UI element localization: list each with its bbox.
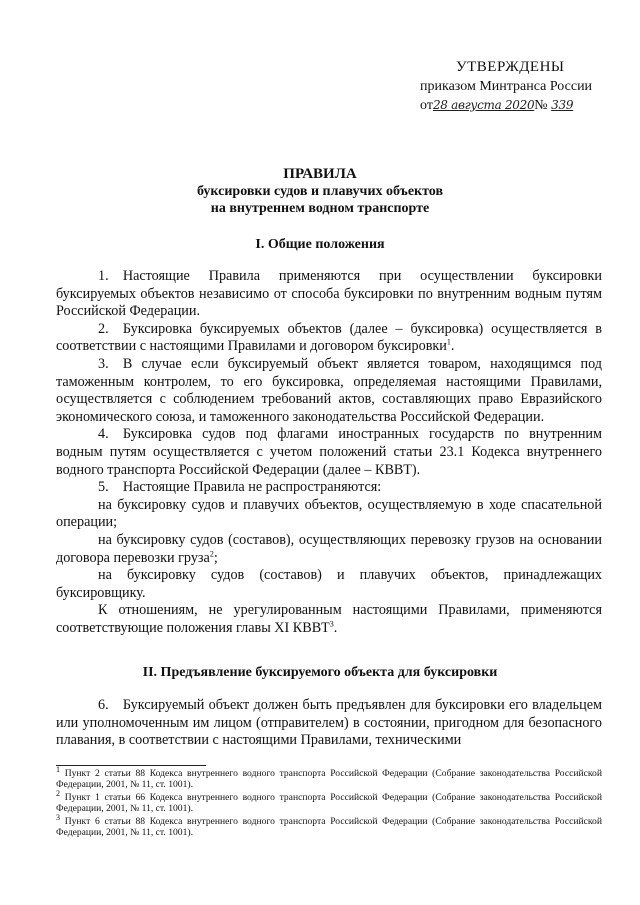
footnote-2 [56,788,602,815]
footnotes [56,764,602,839]
paragraph-6: 6. Буксируемый объект должен быть предъявлен для буксировки его владельцем или уполномоченным им лицом (отправителем) в состоянии, пригодном для безопасного плавания, в соответствии с настоящими Правилами, техническими [56,697,602,749]
paragraph-5-item-2 [56,532,602,567]
paragraph-2-text: 2. Буксировка буксируемых объектов (далее – буксировка) осуществляется в соответствии с настоящими Правилами и договором буксировки [56,320,602,355]
section2-heading: II. Предъявление буксируемого объекта для буксировки [142,665,498,680]
footnote-3 [56,812,602,839]
paragraph-2-end: . [450,338,455,355]
section2-body [56,697,602,750]
footnote-divider [56,765,206,766]
section1-heading: I. Общие положения [255,237,385,252]
footnote-3-mark: 3 [56,812,60,822]
paragraph-2 [56,321,602,356]
footnote-1-mark: 1 [56,764,60,774]
doc-title-line3: на внутреннем водном транспорте [210,201,430,216]
section1-body [56,268,602,637]
footnote-2-text: Пункт 1 статьи 66 Кодекса внутреннего водного транспорта Российской Федерации (Собрание законодательства Российской Федерации, 2001, № 11, ст. 1001). [56,791,602,815]
approval-order: приказом Минтранса России [420,79,593,94]
footnote-ref-1: 1 [446,337,451,347]
footnote-1-text: Пункт 2 статьи 88 Кодекса внутреннего водного транспорта Российской Федерации (Собрание законодательства Российской Федерации, 2001, № 11, ст. 1001). [56,768,602,791]
paragraph-other-relations [56,602,602,637]
approval-number: 339 [551,98,574,112]
paragraph-4: 4. Буксировка судов под флагами иностранных государств по внутренним водным путям осуществляется с учетом положений статьи 23.1 Кодекса внутреннего водного транспорта Российской Федерации (далее – КВВТ). [56,426,602,478]
approval-title: УТВЕРЖДЕНЫ [456,59,565,75]
footnote-3-text: Пункт 6 статьи 88 Кодекса внутреннего водного транспорта Российской Федерации (Собрание законодательства Российской Федерации, 2001, № 11, ст. 1001). [56,815,602,839]
approval-date-line [420,96,610,115]
approval-from: от [420,98,433,113]
doc-title-line1: ПРАВИЛА [283,166,357,182]
paragraph-5-item-2-text: на буксировку судов (составов), осуществляющих перевозку грузов на основании договора перевозки груза [56,531,602,566]
footnote-ref-3: 3 [329,619,334,629]
approval-number-label: № [534,98,548,113]
footnote-ref-2: 2 [209,548,214,558]
paragraph-3: 3. В случае если буксируемый объект является товаром, находящимся под таможенным контролем, то его буксировка, определяемая настоящими Правилами, осуществляется с соблюдением требований актов, составляющих право Евразийского экономического союза, и таможенного законодательства Российской Федерации. [56,355,602,425]
paragraph-5-item-2-end: ; [213,549,218,566]
paragraph-5-item-3: на буксировку судов (составов) и плавучих объектов, принадлежащих буксировщику. [56,567,602,601]
paragraph-5-item-1: на буксировку судов и плавучих объектов, осуществляемую в ходе спасательной операции; [56,496,602,531]
approval-date: 28 августа 2020 [432,98,535,112]
approval-block [420,58,610,115]
doc-title-line2: буксировки судов и плавучих объектов [196,184,444,199]
paragraph-other-relations-end: . [333,619,338,636]
paragraph-1: 1. Настоящие Правила применяются при осуществлении буксировки буксируемых объектов независимо от способа буксировки по внутренним водным путям Российской Федерации. [56,268,602,320]
footnote-1 [56,764,602,791]
paragraph-5: 5. Настоящие Правила не распространяются: [98,479,382,496]
paragraph-other-relations-text: К отношениям, не урегулированным настоящими Правилами, применяются соответствующие положения главы XI КВВТ [56,602,602,636]
footnote-2-mark: 2 [56,788,60,798]
